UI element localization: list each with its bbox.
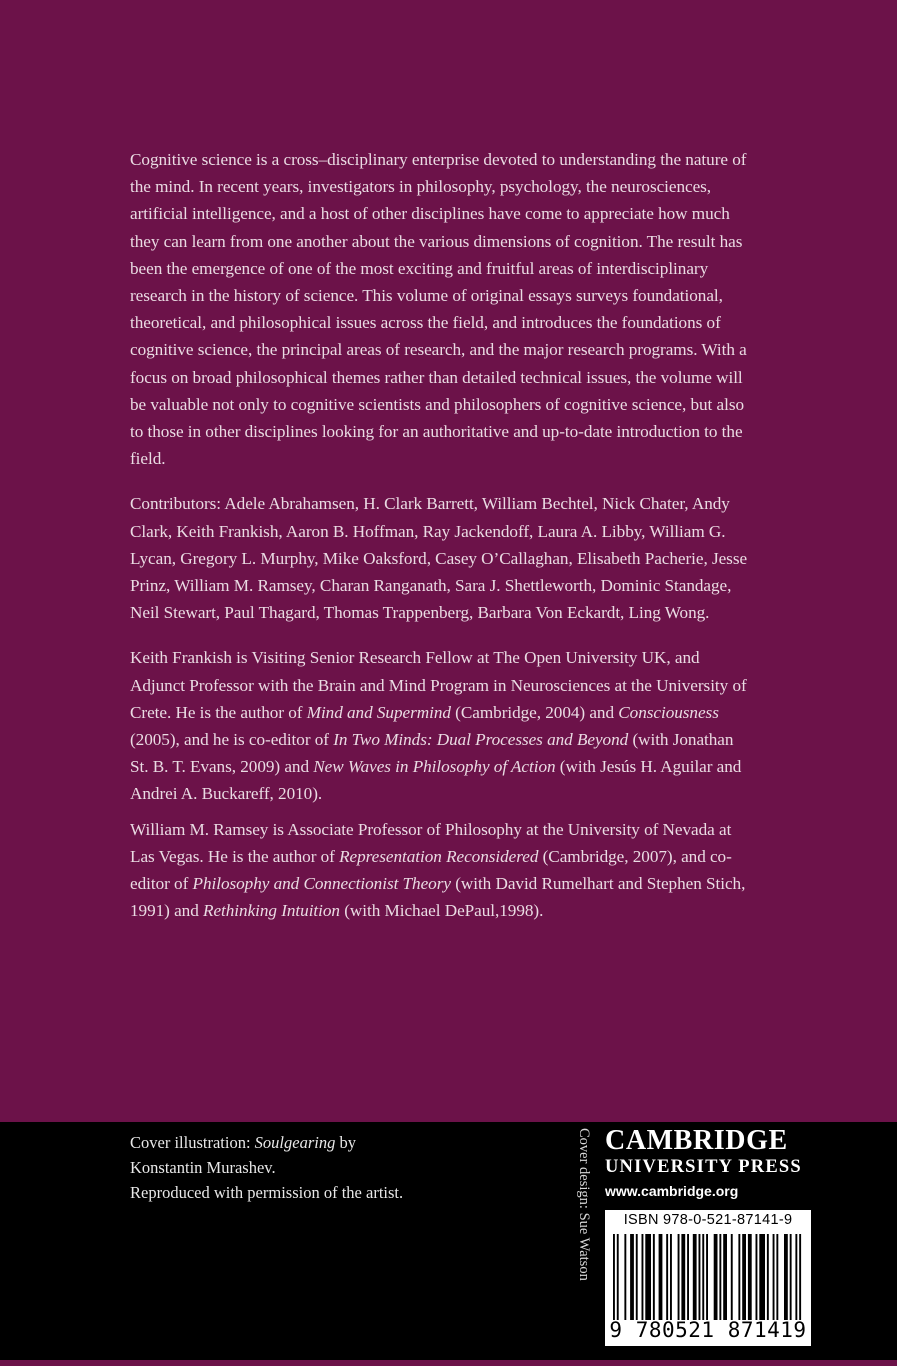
bio-text: (with David Rumelhart and Stephen Stich, 1991) and [130,874,746,921]
publisher-logo [605,1126,815,1202]
bio-william-ramsey [130,816,755,925]
barcode-bar [742,1234,746,1320]
publisher-name: CAMBRIDGE [605,1125,788,1156]
book-title: In Two Minds: Dual Processes and Beyond [333,730,629,750]
back-cover-text [130,146,755,924]
barcode-icon [611,1234,805,1320]
barcode-bar [731,1234,733,1320]
barcode-bar [773,1234,775,1320]
book-title: Mind and Supermind [306,702,451,722]
barcode-bar [666,1234,668,1320]
barcode-bar [759,1234,765,1320]
barcode-bar [748,1234,752,1320]
bio-text: (with Jesús H. Aguilar and Andrei A. Buckareff, 2010). [130,757,742,804]
bio-text: Keith Frankish is Visiting Senior Research Fellow at The Open University UK, and Adjunct Professor with the Brain and Mind Program in Neurosciences at the University of Crete. He is the author of [130,648,747,722]
barcode-bar [776,1234,778,1320]
bio-text: William M. Ramsey is Associate Professor of Philosophy at the University of Nevada at Las Vegas. He is the author of [130,819,732,866]
barcode-bar [687,1234,689,1320]
book-title: Consciousness [618,702,719,722]
book-title: Philosophy and Connectionist Theory [192,874,451,894]
barcode-bar [624,1234,626,1320]
bio-text: (2005), and he is co-editor of [130,730,334,750]
credit-prefix: Cover illustration: [130,1133,255,1152]
illustration-title: Soulgearing [254,1133,336,1152]
credit-line-1 [130,1130,550,1155]
barcode-bar [784,1234,788,1320]
barcode-bar [706,1234,708,1320]
barcode-bar [767,1234,769,1320]
bio-keith-frankish [130,644,755,807]
barcode-bar [636,1234,638,1320]
book-title: New Waves in Philosophy of Action [313,757,556,777]
permission-note: Reproduced with permission of the artist. [130,1183,404,1202]
barcode-bar [699,1234,701,1320]
barcode-bar [714,1234,718,1320]
book-description: Cognitive science is a cross–disciplinary enterprise devoted to understanding the nature of the mind. In recent years, investigators in philosophy, psychology, the neurosciences, artificial intelligence, and a host of other disciplines have come to appreciate how much they can learn from one another about the various dimensions of cognition. The result has been the emergence of one of the most exciting and fruitful areas of interdisciplinary research in the history of science. This volume of original essays surveys foundational, theoretical, and philosophical issues across the field, and introduces the foundations of cognitive science, the principal areas of research, and the major research programs. With a focus on broad philosophical themes rather than detailed technical issues, the volume will be valuable not only to cognitive scientists and philosophers of cognitive science, but also to those in other disciplines looking for an authoritative and up-to-date introduction to the field. [130,150,747,469]
artist-name: Konstantin Murashev. [130,1158,276,1177]
bio-text: (with Jonathan St. B. T. Evans, 2009) and [130,730,734,777]
barcode-bar [659,1234,663,1320]
bio-text: (Cambridge, 2004) and [450,702,619,722]
barcode-digits: 9 780521 871419 > [609,1318,807,1366]
barcode-bar [756,1234,758,1320]
barcode-bar [630,1234,634,1320]
contributors-list: Contributors: Adele Abrahamsen, H. Clark Barrett, William Bechtel, Nick Chater, Andy Clark, Keith Frankish, Aaron B. Hoffman, Ray Jackendoff, Laura A. Libby, William G. Lycan, Gregory L. Murphy, Mike Oaksford, Casey O’Callaghan, Elisabeth Pacherie, Jesse Prinz, William M. Ramsey, Charan Ranganath, Sara J. Shettleworth, Dominic Standage, Neil Stewart, Paul Thagard, Thomas Trappenberg, Barbara Von Eckardt, Ling Wong. [130,494,748,623]
book-title: Rethinking Intuition [203,901,340,921]
barcode-bar [702,1234,704,1320]
credit-suffix: by [335,1133,356,1152]
barcode-bar [653,1234,655,1320]
barcode-bar [642,1234,644,1320]
footer-band [0,1122,897,1366]
barcode-bar [693,1234,697,1320]
cover-design-credit: Cover design: Sue Watson [576,1128,592,1281]
barcode-bar [799,1234,801,1320]
bio-text: (Cambridge, 2007), and co-editor of [130,846,732,894]
barcode-bar [670,1234,672,1320]
isbn-label: ISBN 978-0-521-87141-9 [623,1212,793,1228]
barcode-bar [723,1234,727,1320]
barcode-bar [738,1234,740,1320]
barcode-bar [678,1234,680,1320]
book-title: Representation Reconsidered [339,846,539,866]
publisher-subname: UNIVERSITY PRESS [605,1157,802,1177]
bio-text: (with Michael DePaul,1998). [339,901,544,921]
publisher-url: www.cambridge.org [605,1183,739,1199]
barcode-bar [790,1234,792,1320]
barcode-bar [617,1234,619,1320]
barcode-bar [795,1234,797,1320]
barcode-bar [719,1234,721,1320]
cover-illustration-credit [130,1130,550,1205]
barcode-bar [645,1234,651,1320]
isbn-barcode [605,1210,811,1366]
barcode-bar [613,1234,615,1320]
barcode-bar [681,1234,685,1320]
